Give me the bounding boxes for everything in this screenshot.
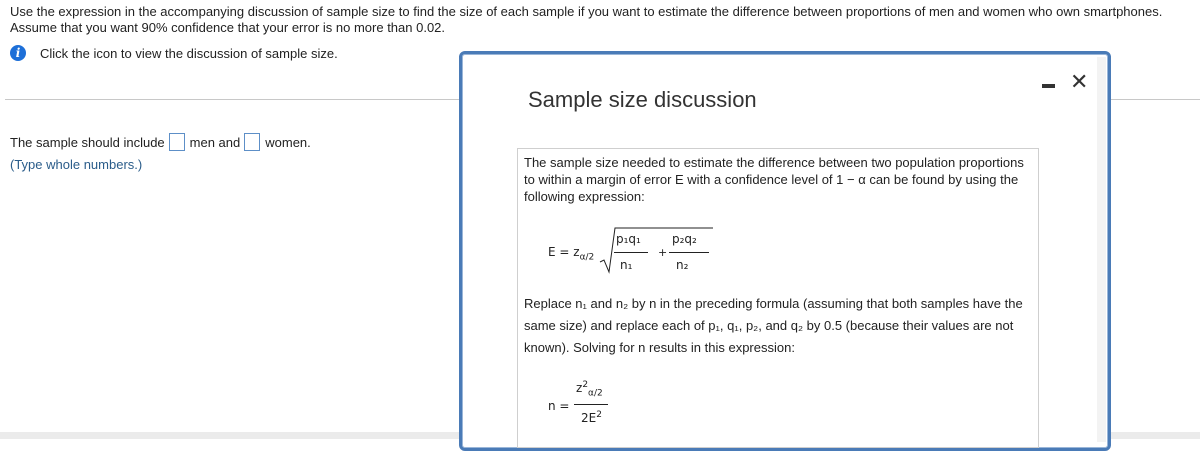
modal-title: Sample size discussion <box>528 87 757 112</box>
question-text: Use the expression in the accompanying discussion of sample size to find the size of each sample if you want to estimate the difference between proportions of men and women who own smartphones. Assume that you want 90% confidence that your error is no more than 0.02. <box>10 4 1163 35</box>
answer-suffix: women. <box>265 134 311 150</box>
hint-row <box>10 45 338 61</box>
answer-row <box>10 133 311 151</box>
discussion-paragraph-2: Replace n₁ and n₂ by n in the preceding formula (assuming that both samples have the same size) and replace each of p₁, q₁, p₂, and q₂ by 0.5 (because their values are not known). Solving for n results in this expression: <box>524 296 1023 355</box>
close-icon[interactable]: ✕ <box>1070 69 1089 94</box>
men-answer-input[interactable] <box>169 133 185 151</box>
margin-of-error-formula <box>548 224 748 284</box>
formula1-frac2-numerator: p₂q₂ <box>672 232 697 246</box>
sample-size-modal <box>459 51 1111 451</box>
formula1-frac1-denominator: n₁ <box>620 258 633 272</box>
formula1-frac2-bar <box>669 252 709 253</box>
minimize-icon[interactable] <box>1042 76 1056 90</box>
formula1-frac2-denominator: n₂ <box>676 258 689 272</box>
answer-prefix: The sample should include <box>10 134 165 150</box>
modal-scrollbar[interactable] <box>1097 57 1106 442</box>
formula1-lhs: $E = z_{\alpha/2}$ <box>548 245 595 263</box>
formula1-frac1-bar <box>614 252 648 253</box>
formula2-bar <box>574 404 608 405</box>
formula2-numerator: $z^2_{\alpha/2}$ <box>576 380 603 399</box>
women-answer-input[interactable] <box>244 133 260 151</box>
discussion-paragraph-1: The sample size needed to estimate the difference between two population proportions to within a margin of error E with a confidence level of 1 − α can be found by using the following expression: <box>524 155 1024 204</box>
answer-mid: men and <box>189 134 241 150</box>
formula2-lhs: n = <box>548 399 570 413</box>
sample-size-formula <box>548 369 668 439</box>
discussion-content <box>517 148 1039 448</box>
formula1-plus: + <box>658 246 668 259</box>
type-note: (Type whole numbers.) <box>10 157 143 172</box>
info-icon[interactable]: i <box>10 45 26 61</box>
hint-text: Click the icon to view the discussion of sample size. <box>40 45 338 61</box>
formula1-frac1-numerator: p₁q₁ <box>616 232 641 246</box>
formula2-denominator: $2E^2$ <box>581 410 602 425</box>
